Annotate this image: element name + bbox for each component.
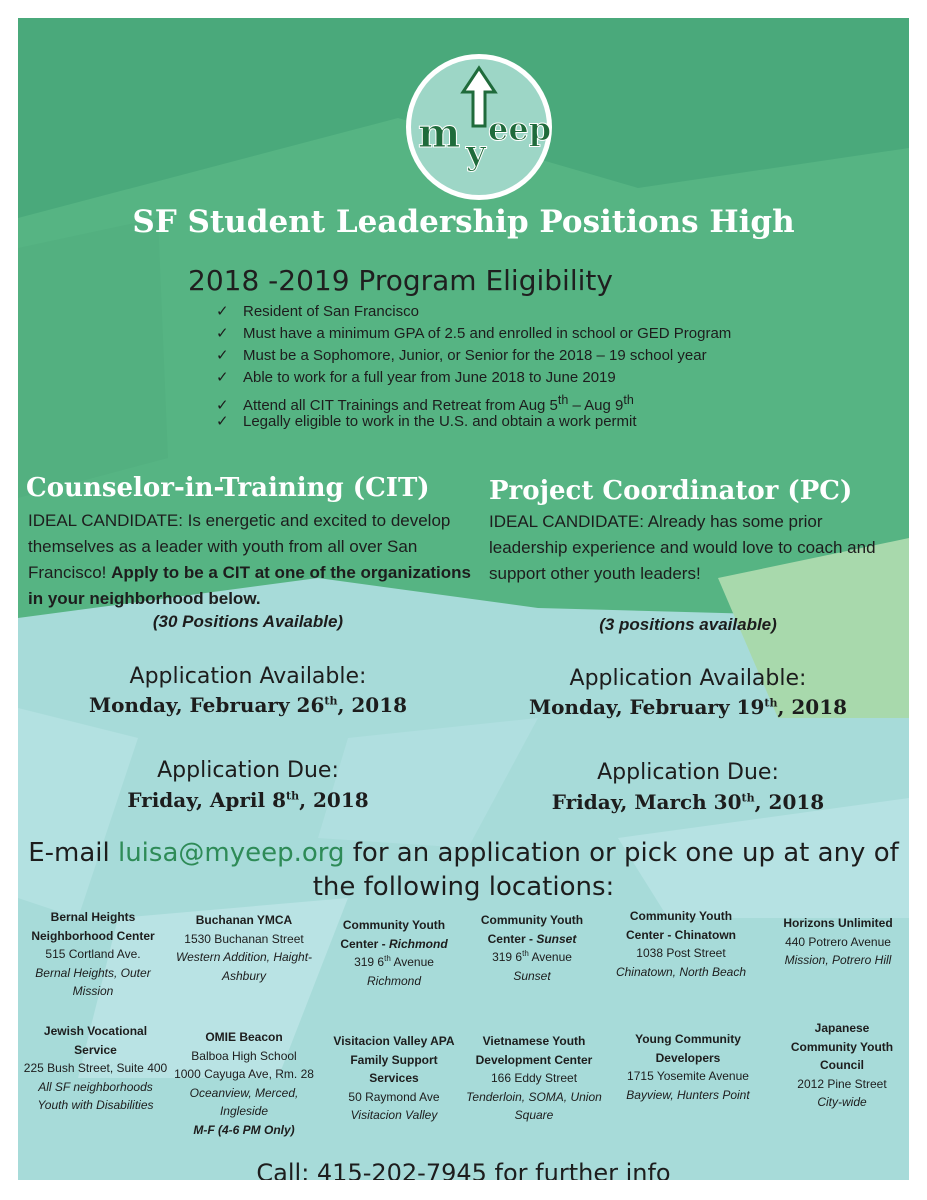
pc-positions: (3 positions available) <box>599 615 777 634</box>
pc-heading: Project Coordinator (PC) <box>489 476 853 506</box>
page-title: SF Student Leadership Positions High <box>132 204 795 240</box>
cit-available-date: Monday, February 26th, 2018 <box>88 693 408 717</box>
svg-text:y: y <box>466 133 486 173</box>
location-card: Visitacion Valley APA Family Support Services 50 Raymond Ave Visitacion Valley <box>333 1034 455 1122</box>
location-card: OMIE Beacon Balboa High School 1000 Cayuga Ave, Rm. 28 Oceanview, Merced, Ingleside M-F (4-6 PM Only) <box>174 1030 314 1137</box>
list-item: ✓ Able to work for a full year from June 2018 to June 2019 <box>216 367 731 389</box>
contact-line: E-mail luisa@myeep.org for an application or pick one up at any of the following locations: <box>28 838 899 902</box>
list-item: ✓ Must have a minimum GPA of 2.5 and enrolled in school or GED Program <box>216 323 731 345</box>
eligibility-heading: 2018 -2019 Program Eligibility <box>188 264 613 297</box>
list-item: ✓ Resident of San Francisco <box>216 301 731 323</box>
flyer <box>18 18 909 1180</box>
pc-available-date: Monday, February 19th, 2018 <box>528 695 848 719</box>
location-card: Young Community Developers 1715 Yosemite Avenue Bayview, Hunters Point <box>626 1032 750 1102</box>
call-line: Call: 415-202-7945 for further info <box>256 1159 671 1180</box>
location-card: Japanese Community Youth Council 2012 Pine Street City-wide <box>790 1021 894 1109</box>
email-link[interactable]: luisa@myeep.org <box>117 838 345 868</box>
eligibility-list <box>216 301 731 433</box>
checkmark-icon: ✓ <box>216 369 229 386</box>
location-card: Bernal Heights Neighborhood Center 515 Cortland Ave. Bernal Heights, Outer Mission <box>31 910 155 998</box>
checkmark-icon: ✓ <box>216 303 229 320</box>
myeep-logo <box>404 52 554 202</box>
pc-due-label: Application Due: <box>597 760 779 785</box>
cit-due-date: Friday, April 8th, 2018 <box>127 788 369 812</box>
pc-available-label: Application Available: <box>569 666 807 691</box>
list-item: ✓ Must be a Sophomore, Junior, or Senior for the 2018 – 19 school year <box>216 345 731 367</box>
checkmark-icon: ✓ <box>216 413 229 430</box>
svg-text:m: m <box>418 110 461 157</box>
cit-heading: Counselor-in-Training (CIT) <box>26 473 430 503</box>
checkmark-icon: ✓ <box>216 347 229 364</box>
checkmark-icon: ✓ <box>216 325 229 342</box>
location-card: Community Youth Center - Sunset 319 6th Avenue Sunset <box>480 913 584 983</box>
location-card: Horizons Unlimited 440 Potrero Avenue Mission, Potrero Hill <box>783 916 893 967</box>
cit-positions: (30 Positions Available) <box>152 612 344 631</box>
location-card: Community Youth Center - Richmond 319 6th Avenue Richmond <box>340 918 448 988</box>
location-card: Buchanan YMCA 1530 Buchanan Street Western Addition, Haight-Ashbury <box>175 913 313 983</box>
cit-ideal-candidate: IDEAL CANDIDATE: Is energetic and excited to develop themselves as a leader with youth from all over San Francisco! Apply to be a CIT at one of the organizations in your neighborhood below. <box>28 511 472 608</box>
cit-due-label: Application Due: <box>157 758 339 783</box>
location-card: Vietnamese Youth Development Center 166 Eddy Street Tenderloin, SOMA, Union Square <box>466 1034 602 1122</box>
location-card: Jewish Vocational Service 225 Bush Street, Suite 400 All SF neighborhoods Youth with Disabilities <box>23 1024 168 1112</box>
checkmark-icon: ✓ <box>216 397 229 414</box>
pc-due-date: Friday, March 30th, 2018 <box>551 790 825 814</box>
svg-text:eep: eep <box>488 110 552 148</box>
pc-ideal-candidate: IDEAL CANDIDATE: Already has some prior leadership experience and would love to coach and support other youth leaders! <box>489 512 876 583</box>
list-item: ✓ Attend all CIT Trainings and Retreat from Aug 5th – Aug 9th <box>216 389 731 411</box>
location-card: Community Youth Center - Chinatown 1038 Post Street Chinatown, North Beach <box>615 909 747 979</box>
cit-available-label: Application Available: <box>129 664 367 689</box>
list-item: ✓ Legally eligible to work in the U.S. and obtain a work permit <box>216 411 731 433</box>
